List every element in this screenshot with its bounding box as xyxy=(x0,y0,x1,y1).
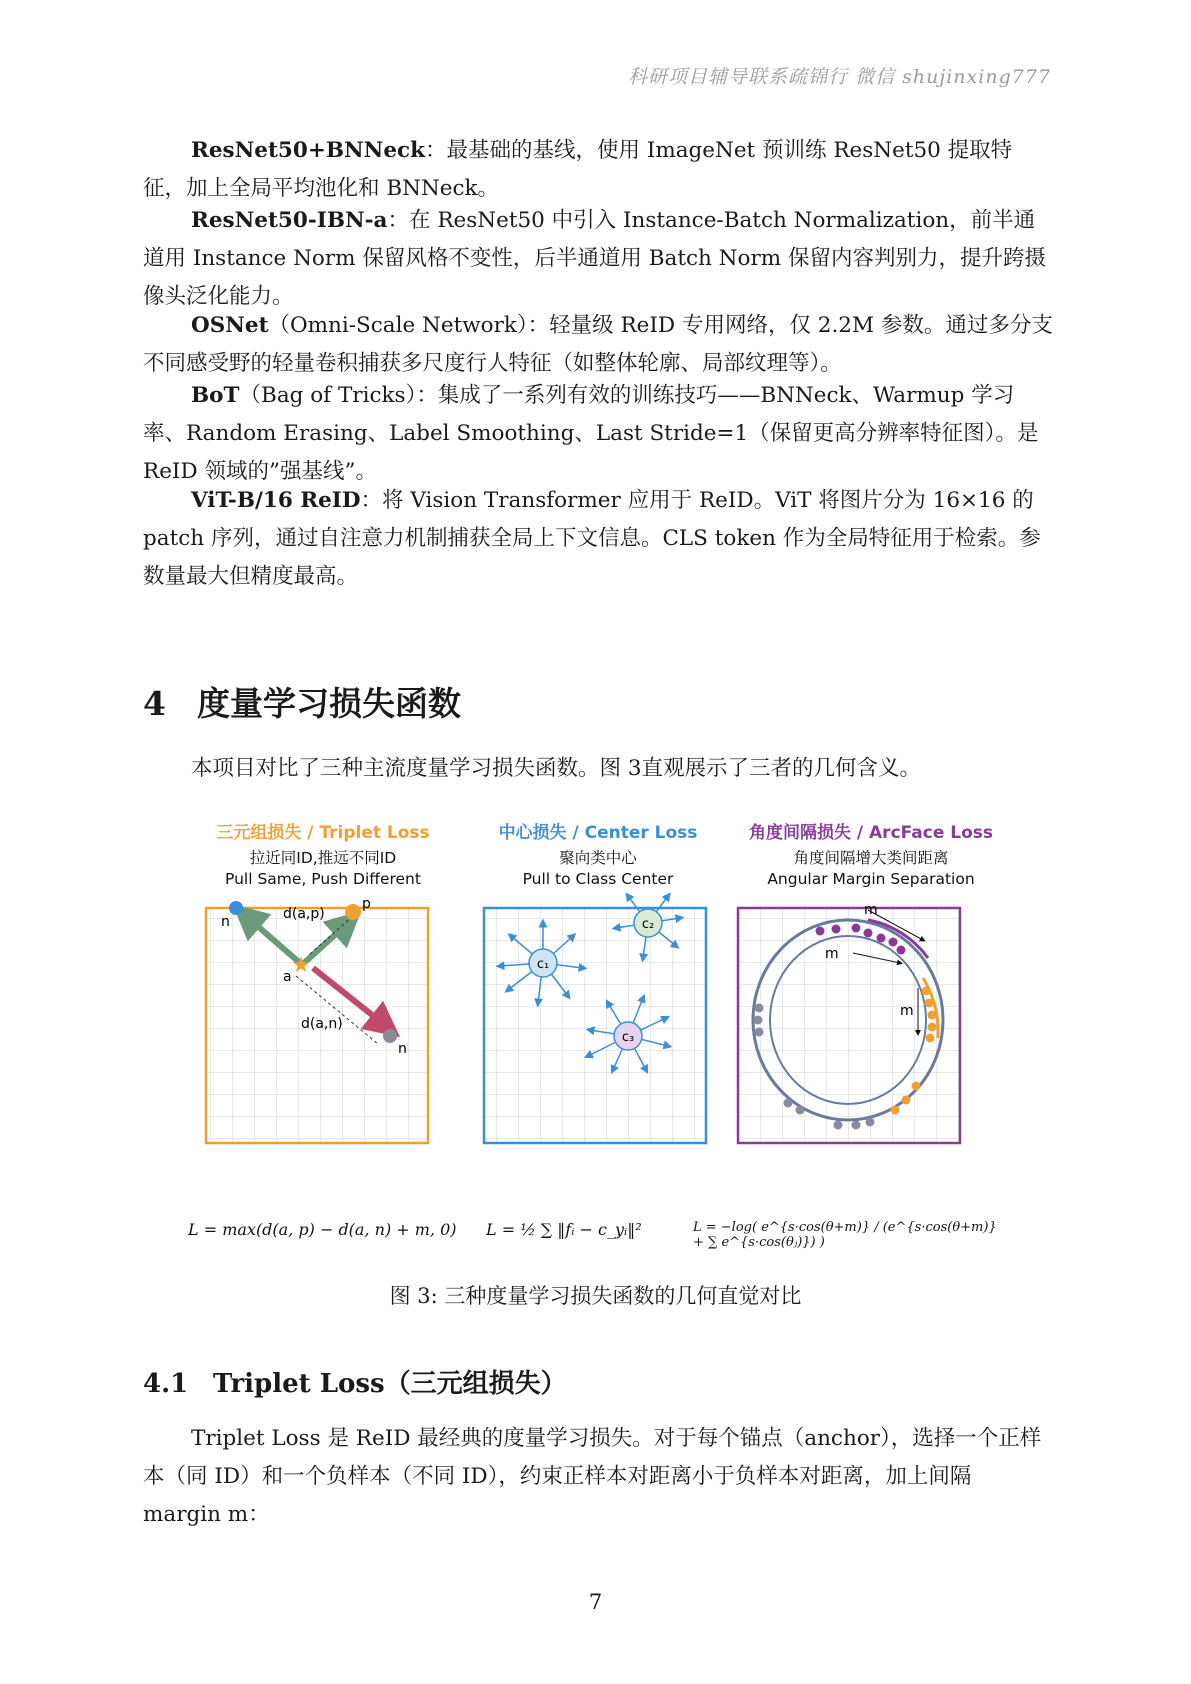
page-header: 科研项目辅导联系疏锦行 微信 shujinxing777 xyxy=(628,66,1051,88)
label-c1: c₁ xyxy=(536,957,550,972)
triplet-formula: L = max(d(a, p) − d(a, n) + m, 0) xyxy=(188,1220,457,1239)
label-dan: d(a,n) xyxy=(301,1016,343,1032)
model-description: （Omni-Scale Network）：轻量级 ReID 专用网络，仅 2.2M 参数。通过多分支不同感受野的轻量卷积捕获多尺度行人特征（如整体轮廓、局部纹理等）。 xyxy=(143,313,1053,376)
arcface-formula: L = −log( e^{s·cos(θ+m)} / (e^{s·cos(θ+m)} + ∑ e^{s·cos(θⱼ)}) ) xyxy=(693,1220,997,1250)
model-description: ：将 Vision Transformer 应用于 ReID。ViT 将图片分为 16×16 的 patch 序列，通过自注意力机制捕获全局上下文信息。CLS token 作为全局特征用于检索。参数量最大但精度最高。 xyxy=(143,488,1041,589)
anchor-star: ★ xyxy=(291,953,311,978)
model-paragraph-bot xyxy=(143,377,1055,491)
subsection-paragraph xyxy=(143,1420,1055,1534)
positive-point xyxy=(345,904,361,920)
page-number: 7 xyxy=(588,1590,603,1614)
negative-point-far xyxy=(383,1029,397,1043)
subsection-text: Triplet Loss 是 ReID 最经典的度量学习损失。对于每个锚点（anchor），选择一个正样本（同 ID）和一个负样本（不同 ID），约束正样本对距离小于负样本对距离，加上间隔 margin m： xyxy=(143,1426,1042,1527)
triplet-subtitle-en: Pull Same, Push Different xyxy=(225,870,421,888)
label-a: a xyxy=(283,969,292,985)
subsection-title: Triplet Loss（三元组损失） xyxy=(213,1369,567,1399)
arcface-panel-title: 角度间隔损失 / ArcFace Loss xyxy=(748,823,994,843)
model-name: ResNet50-IBN-a xyxy=(191,208,388,233)
model-paragraph-ibn xyxy=(143,202,1055,316)
triplet-panel-title: 三元组损失 / Triplet Loss xyxy=(216,823,430,843)
subsection-number: 4.1 xyxy=(143,1369,189,1399)
model-description: ：在 ResNet50 中引入 Instance-Batch Normalization，前半通道用 Instance Norm 保留风格不变性，后半通道用 Batch Norm 保留内容判别力，提升跨摄像头泛化能力。 xyxy=(143,208,1046,309)
center-subtitle-en: Pull to Class Center xyxy=(522,870,674,888)
model-paragraph-vit xyxy=(143,482,1055,596)
label-dap: d(a,p) xyxy=(283,906,325,922)
loss-figure xyxy=(188,808,1008,1248)
model-name: ResNet50+BNNeck xyxy=(191,138,425,163)
label-p: p xyxy=(362,896,371,912)
label-n-far: n xyxy=(398,1041,407,1057)
label-c3: c₃ xyxy=(621,1030,635,1045)
model-name: OSNet xyxy=(191,313,269,338)
triplet-subtitle-cn: 拉近同ID,推远不同ID xyxy=(249,849,397,867)
triplet-diagram xyxy=(206,896,428,1143)
section-title: 度量学习损失函数 xyxy=(197,684,461,723)
arcface-subtitle-cn: 角度间隔增大类间距离 xyxy=(793,849,949,867)
section-number: 4 xyxy=(143,684,166,723)
model-description: ：最基础的基线，使用 ImageNet 预训练 ResNet50 提取特征，加上全局平均池化和 BNNeck。 xyxy=(143,138,1013,201)
model-description: （Bag of Tricks）：集成了一系列有效的训练技巧——BNNeck、Warmup 学习率、Random Erasing、Label Smoothing、Last Stride=1（保留更高分辨率特征图）。是 ReID 领域的”强基线”。 xyxy=(143,383,1039,484)
arcface-diagram xyxy=(738,902,960,1143)
model-name: BoT xyxy=(191,383,240,408)
negative-point xyxy=(229,901,243,915)
margin-label-3: m xyxy=(900,1003,914,1019)
subsection-heading xyxy=(143,1363,567,1400)
arcface-subtitle-en: Angular Margin Separation xyxy=(767,870,975,888)
loss-diagrams xyxy=(188,808,1008,1248)
section-intro xyxy=(143,750,1055,788)
label-c2: c₂ xyxy=(641,917,655,932)
section-intro-text: 本项目对比了三种主流度量学习损失函数。图 3直观展示了三者的几何含义。 xyxy=(191,756,922,781)
margin-label-2: m xyxy=(825,946,839,962)
center-diagram xyxy=(484,896,706,1143)
model-paragraph-resnet50 xyxy=(143,132,1055,208)
model-name: ViT-B/16 ReID xyxy=(191,488,361,513)
label-n: n xyxy=(221,914,230,930)
margin-label-1: m xyxy=(864,902,878,918)
center-panel-title: 中心损失 / Center Loss xyxy=(498,823,698,843)
figure-caption: 图 3: 三种度量学习损失函数的几何直觉对比 xyxy=(389,1284,802,1308)
model-paragraph-osnet xyxy=(143,307,1055,383)
section-heading xyxy=(143,678,461,725)
center-subtitle-cn: 聚向类中心 xyxy=(559,849,637,867)
center-formula: L = ½ ∑ ‖fᵢ − c_yᵢ‖² xyxy=(486,1220,642,1239)
